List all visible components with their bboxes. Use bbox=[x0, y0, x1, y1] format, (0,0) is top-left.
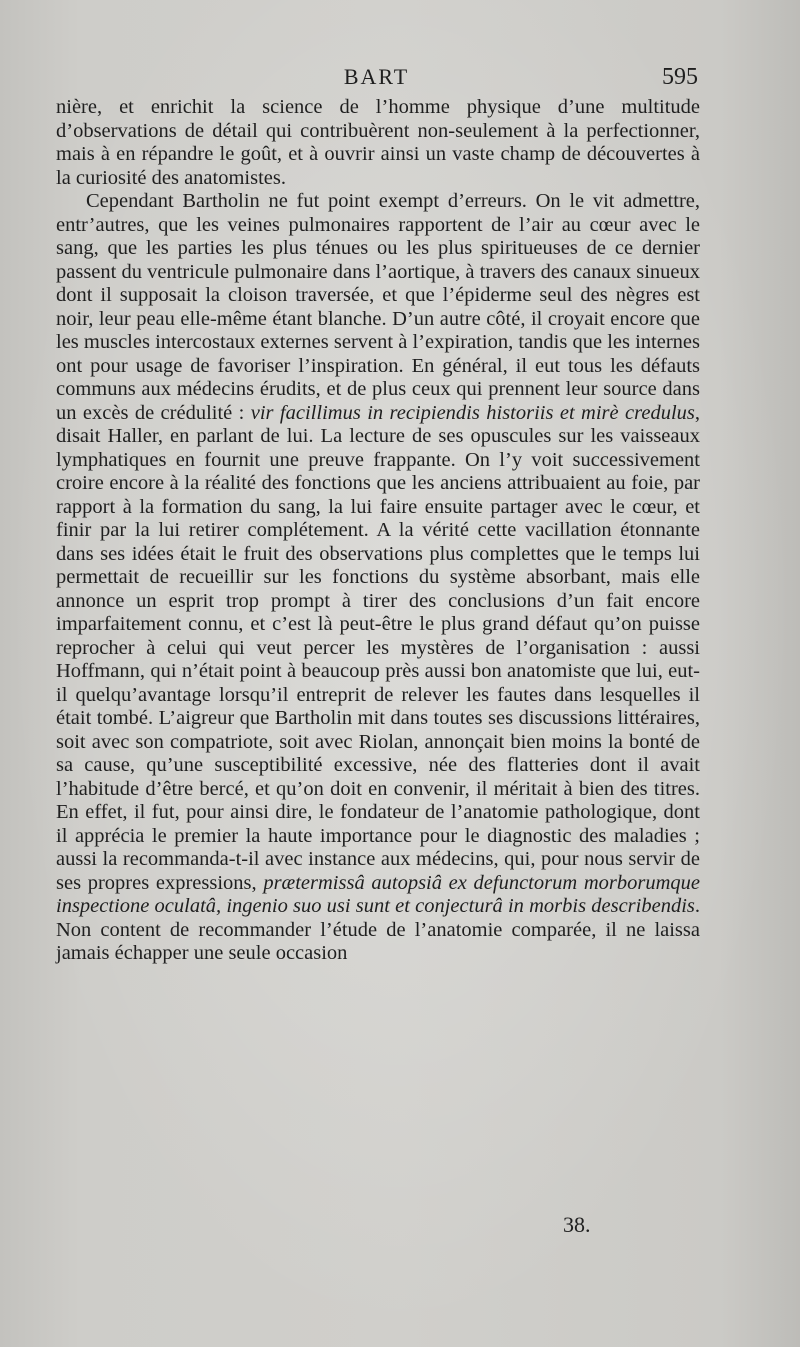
latin-quotation-bartholin: prætermissâ autopsiâ ex defunctorum morborumque inspectione oculatâ, ingenio suo usi sunt et conjecturâ in morbis describendis bbox=[56, 871, 700, 917]
running-head: BART bbox=[343, 64, 410, 89]
body-text bbox=[56, 96, 700, 966]
page-number: 595 bbox=[662, 64, 698, 90]
paragraph-text-segment: , disait Haller, en parlant de lui. La lecture de ses opuscules sur les vaisseaux lymphatiques en fournit une preuve frappante. On l’y voit successivement croire encore à la réalité des fonctions que les anciens attribuaient au foie, par rapport à la formation du sang, la lui faire ensuite partager avec le cœur, et finir par la lui retirer complétement. A la vérité cette vacillation étonnante dans ses idées était le fruit des observations plus complettes que le temps lui permettait de recueillir sur les fonctions du système absorbant, mais elle annonce un esprit trop prompt à tirer des conclusions d’un fait encore imparfaitement connu, et c’est là peut-être le plus grand défaut qu’on puisse reprocher à celui qui veut percer les mystères de l’organisation : aussi Hoffmann, qui n’était point à beaucoup près aussi bon anatomiste que lui, eut-il quelqu’avantage lorsqu’il entreprit de relever les fautes dans lesquelles il était tombé. L’aigreur que Bartholin mit dans toutes ses discussions littéraires, soit avec son compatriote, soit avec Riolan, annonçait bien moins la bonté de sa cause, qu’une susceptibilité excessive, née des flatteries dont il avait l’habitude d’être bercé, et qu’on doit en convenir, il méritait à bien des titres. En effet, il fut, pour ainsi dire, le fondateur de l’anatomie pathologique, dont il apprécia le premier la haute importance pour le diagnostic des maladies ; aussi la recommanda-t-il avec instance aux médecins, qui, pour nous servir de ses propres expressions, bbox=[56, 401, 700, 894]
paragraph-bartholin-errors bbox=[56, 190, 700, 966]
signature-mark: 38. bbox=[563, 1212, 591, 1237]
latin-quotation-haller: vir facillimus in recipiendis historiis et mirè credulus bbox=[250, 401, 695, 424]
page-header bbox=[55, 62, 698, 92]
paragraph-text-segment: . Non content de recommander l’étude de l’anatomie comparée, il ne laissa jamais échapper une seule occasion bbox=[56, 895, 700, 964]
paragraph-text-segment: Cependant Bartholin ne fut point exempt d’erreurs. On le vit admettre, entr’autres, que les veines pulmonaires rapportent de l’air au cœur avec le sang, que les parties les plus ténues ou les plus spiritueuses de ce dernier passent du ventricule pulmonaire dans l’aortique, à travers des canaux sinueux dont il supposait la cloison traversée, et que l’épiderme seul des nègres est noir, leur peau elle-même étant blanche. D’un autre côté, il croyait encore que les muscles intercostaux externes servent à l’expiration, tandis que les internes ont pour usage de favoriser l’inspiration. En général, il eut tous les défauts communs aux médecins érudits, et de plus ceux qui prennent leur source dans un excès de crédulité : bbox=[56, 190, 700, 424]
paragraph-continuation: nière, et enrichit la science de l’homme physique d’une multitude d’observations de détail qui contribuèrent non-seulement à la perfectionner, mais à en répandre le goût, et à ouvrir ainsi un vaste champ de découvertes à la curiosité des anatomistes. bbox=[56, 96, 700, 189]
